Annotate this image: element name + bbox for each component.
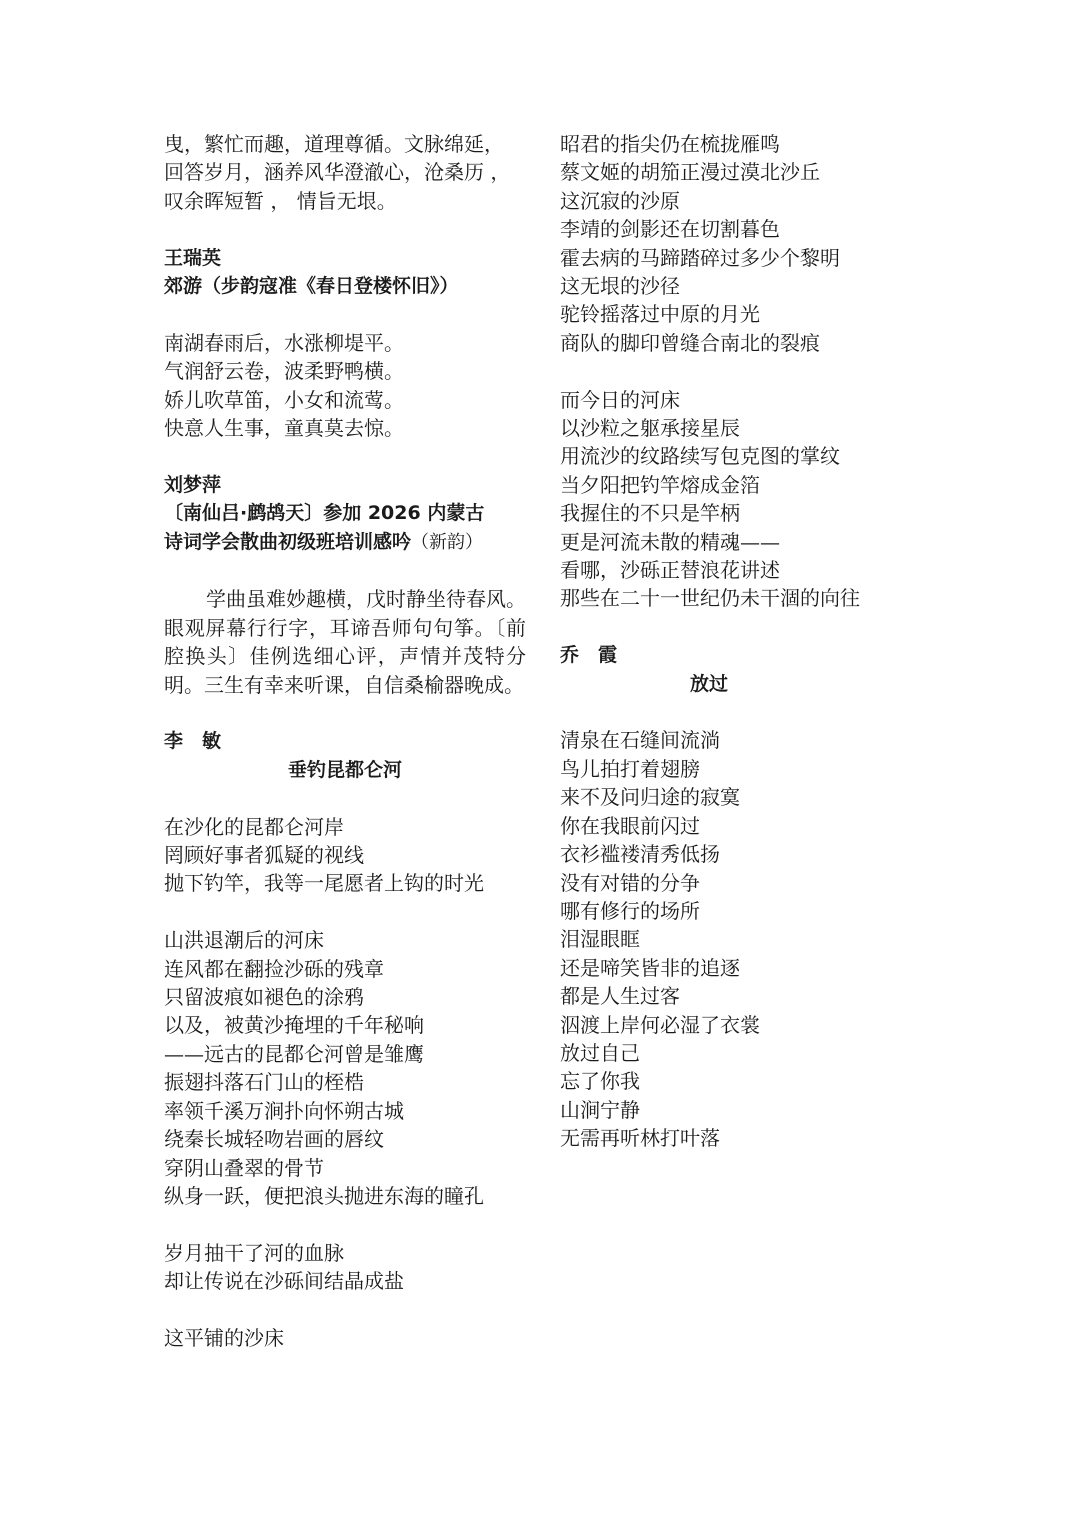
author-wang: 王瑞英: [164, 246, 222, 269]
poem-line: 绕秦长城轻吻岩画的唇纹: [164, 1127, 384, 1152]
poem-line: 忘了你我: [560, 1069, 640, 1094]
poem-title-fangguo: 放过: [690, 672, 729, 695]
poem-line: 清泉在石缝间流淌: [560, 728, 720, 753]
poem-title-jiaoyou: 郊游（步韵寇准《春日登楼怀旧》）: [164, 275, 459, 298]
poem-line: 泅渡上岸何必湿了衣裳: [560, 1012, 760, 1037]
poem-line: 李靖的剑影还在切割暮色: [560, 217, 780, 242]
poem-line: 你在我眼前闪过: [560, 813, 700, 838]
poem-line: 还是啼笑皆非的追逐: [560, 955, 740, 980]
poem-line: 在沙化的昆都仑河岸: [164, 814, 344, 839]
poem-line: 而今日的河床: [560, 387, 680, 412]
poem-line: 罔顾好事者狐疑的视线: [164, 843, 364, 868]
poem-line: 娇儿吹草笛，小女和流莺。: [164, 387, 404, 412]
poem-line: 快意人生事，童真莫去惊。: [164, 416, 404, 441]
poem-line: 来不及问归途的寂寞: [560, 785, 740, 810]
poem-line: 抛下钓竿，我等一尾愿者上钩的时光: [164, 871, 484, 896]
poem-line: 商队的脚印曾缝合南北的裂痕: [560, 330, 820, 355]
poem-line: 却让传说在沙砾间结晶成盐: [164, 1269, 404, 1294]
poem-line: 穿阴山叠翠的骨节: [164, 1155, 324, 1180]
right-column: [560, 130, 940, 1153]
poem-line: 只留波痕如褪色的涂鸦: [164, 985, 364, 1010]
poem-line: 霍去病的马蹄踏碎过多少个黎明: [560, 245, 840, 270]
poem-line: 当夕阳把钓竿熔成金箔: [560, 472, 760, 497]
poem-line: 鸟儿拍打着翅膀: [560, 756, 700, 781]
poem-line: 这无垠的沙径: [560, 274, 680, 299]
poem-line: 都是人生过客: [560, 984, 680, 1009]
title-text: 诗词学会散曲初级班培训感吟: [164, 530, 412, 553]
left-column: [164, 130, 526, 1352]
poem-line: 率领千溪万涧扑向怀朔古城: [164, 1098, 404, 1123]
poem-line: 衣衫褴褛清秀低扬: [560, 842, 720, 867]
title-note: （新韵）: [411, 531, 484, 553]
poem-line: 连风都在翻捡沙砾的残章: [164, 956, 384, 981]
poem-line: 无需再听林打叶落: [560, 1126, 720, 1151]
poem-title-zhegutian-line1: 〔南仙吕·鹧鸪天〕参加 2026 内蒙古: [164, 502, 485, 525]
poem-line: 没有对错的分争: [560, 870, 700, 895]
poem-line: 纵身一跃，便把浪头抛进东海的瞳孔: [164, 1183, 484, 1208]
poem-line: 振翅抖落石门山的桎梏: [164, 1070, 364, 1095]
intro-line: 曳，繁忙而趣，道理尊循。文脉绵延，: [164, 132, 504, 156]
poem-line: 山涧宁静: [560, 1097, 640, 1122]
sanqu-body: 学曲虽难妙趣横，戊时静坐待春风。眼观屏幕行行字，耳谛吾师句句筝。〔前腔换头〕佳例选细心评，声情并茂特分明。三生有幸来听课，自信桑榆器晚成。: [164, 587, 526, 697]
poem-line: 泪湿眼眶: [560, 927, 640, 952]
poem-line: 驼铃摇落过中原的月光: [560, 302, 760, 327]
poem-line: 南湖春雨后，水涨柳堤平。: [164, 330, 404, 355]
poem-title-chuidiao: 垂钓昆都仑河: [287, 758, 402, 781]
poem-line: 放过自己: [560, 1040, 640, 1065]
poem-line: 昭君的指尖仍在梳拢雁鸣: [560, 132, 780, 156]
poem-line: 山洪退潮后的河床: [164, 928, 324, 953]
author-liu: 刘梦萍: [164, 473, 222, 496]
poem-line: 气润舒云卷，波柔野鸭横。: [164, 359, 404, 384]
author-qiao: 乔 霞: [560, 644, 618, 667]
poem-line: 那些在二十一世纪仍未干涸的向往: [560, 586, 860, 611]
poem-line: 我握住的不只是竿柄: [560, 501, 740, 526]
poem-line: 岁月抽干了河的血脉: [164, 1240, 344, 1265]
author-li: 李 敏: [164, 730, 222, 753]
poem-line: 这平铺的沙床: [164, 1325, 284, 1350]
poem-line: 这沉寂的沙原: [560, 188, 680, 213]
poem-line: 以及，被黄沙掩埋的千年秘响: [164, 1013, 424, 1038]
poem-line: 看哪，沙砾正替浪花讲述: [560, 558, 780, 583]
intro-line: 回答岁月，涵养风华澄澈心，沧桑历 ，: [164, 160, 511, 185]
poem-title-zhegutian-line2: [164, 528, 526, 557]
poem-line: 用流沙的纹路续写包克图的掌纹: [560, 444, 840, 469]
poem-line: 以沙粒之躯承接星辰: [560, 416, 740, 441]
poem-line: 哪有修行的场所: [560, 898, 700, 923]
poem-line: 更是河流未散的精魂——: [560, 529, 780, 554]
poem-line: ——远古的昆都仑河曾是雏鹰: [164, 1041, 424, 1066]
poem-line: 蔡文姬的胡笳正漫过漠北沙丘: [560, 160, 820, 185]
intro-line: 叹余晖短暂 ， 情旨无垠。: [164, 188, 397, 213]
